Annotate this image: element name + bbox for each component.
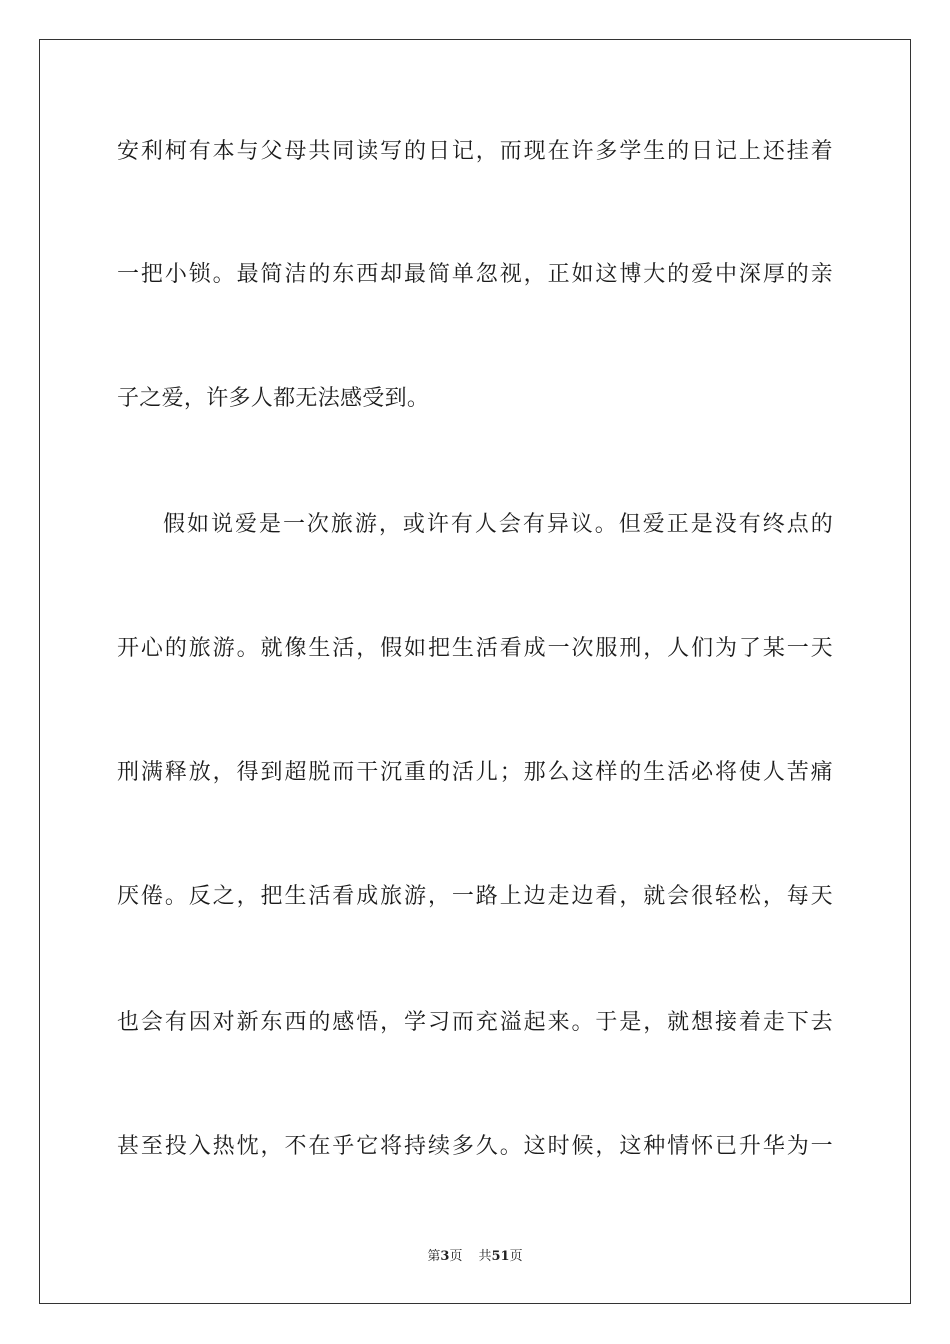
text-line-6: 刑满释放，得到超脱而干沉重的活儿；那么这样的生活必将使人苦痛	[117, 760, 833, 785]
page-prefix: 第	[427, 1249, 441, 1264]
total-suffix: 页	[509, 1249, 523, 1264]
text-line-7: 厌倦。反之，把生活看成旅游，一路上边走边看，就会很轻松，每天	[117, 884, 833, 909]
page-footer	[0, 1248, 950, 1266]
text-line-2: 一把小锁。最简洁的东西却最简单忽视，正如这博大的爱中深厚的亲	[117, 262, 833, 287]
page-border	[39, 39, 911, 1304]
total-pages: 51	[491, 1249, 510, 1264]
text-line-3: 子之爱，许多人都无法感受到。	[117, 386, 430, 411]
text-line-8: 也会有因对新东西的感悟，学习而充溢起来。于是，就想接着走下去	[117, 1010, 833, 1035]
total-prefix: 共	[478, 1249, 492, 1264]
page-suffix: 页	[449, 1249, 463, 1264]
text-line-1: 安利柯有本与父母共同读写的日记，而现在许多学生的日记上还挂着	[117, 139, 833, 164]
page-number: 3	[440, 1249, 450, 1264]
text-line-4: 假如说爱是一次旅游，或许有人会有异议。但爱正是没有终点的	[163, 512, 833, 537]
text-line-5: 开心的旅游。就像生活，假如把生活看成一次服刑，人们为了某一天	[117, 636, 833, 661]
text-line-9: 甚至投入热忱，不在乎它将持续多久。这时候，这种情怀已升华为一	[117, 1134, 833, 1159]
